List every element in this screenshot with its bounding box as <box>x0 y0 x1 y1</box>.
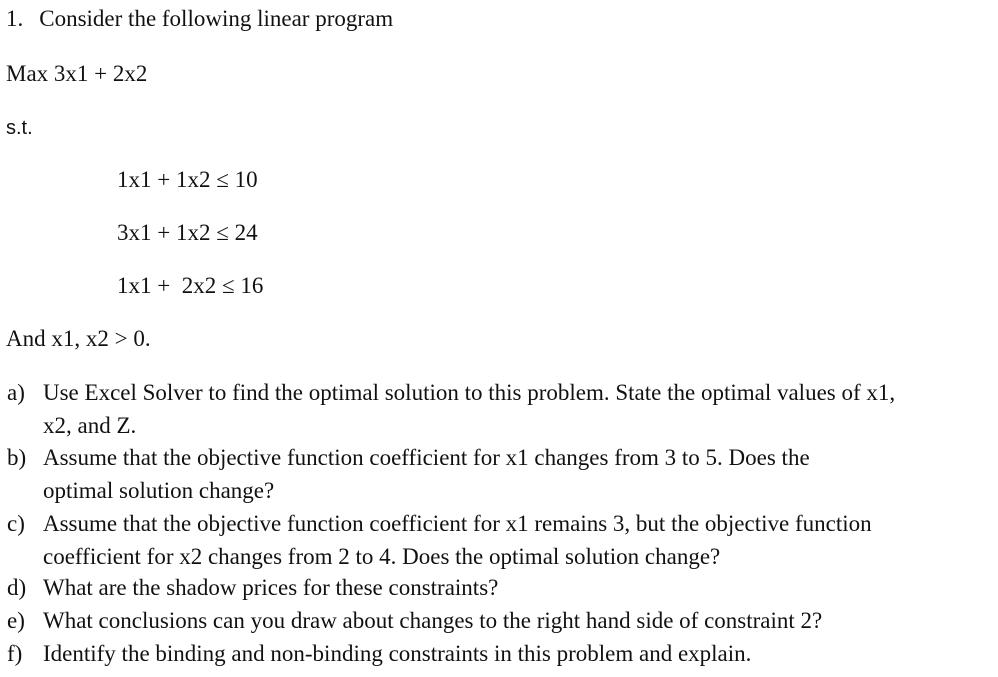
question-f <box>0 637 990 670</box>
subject-to-label: s.t. <box>6 117 33 139</box>
question-label: a) <box>7 380 25 405</box>
constraint-2: 3x1 + 1x2 ≤ 24 <box>117 220 258 245</box>
question-e <box>0 604 990 637</box>
question-d <box>0 571 990 604</box>
question-label: d) <box>7 575 27 600</box>
question-label: f) <box>7 641 23 666</box>
constraint-3: 1x1 + 2x2 ≤ 16 <box>117 273 264 298</box>
question-text: Use Excel Solver to find the optimal solution to this problem. State the optimal values of x1, x2, and Z. <box>43 380 896 438</box>
question-text: What conclusions can you draw about changes to the right hand side of constraint 2? <box>43 608 823 633</box>
question-c <box>0 507 990 573</box>
question-text: What are the shadow prices for these constraints? <box>43 575 499 600</box>
question-label: c) <box>7 511 25 536</box>
problem-header <box>6 5 393 33</box>
nonnegativity-condition: And x1, x2 > 0. <box>6 326 151 351</box>
constraint-1: 1x1 + 1x2 ≤ 10 <box>117 167 258 192</box>
question-label: b) <box>7 445 27 470</box>
question-a <box>0 376 990 442</box>
question-b <box>0 441 990 507</box>
question-text: Assume that the objective function coefficient for x1 remains 3, but the objective function coefficient for x2 changes from 2 to 4. Does the optimal solution change? <box>43 511 872 569</box>
question-label: e) <box>7 608 25 633</box>
problem-intro: Consider the following linear program <box>39 6 394 31</box>
question-text: Identify the binding and non-binding constraints in this problem and explain. <box>43 641 752 666</box>
problem-number: 1. <box>6 6 24 31</box>
objective-function: Max 3x1 + 2x2 <box>6 61 148 86</box>
question-text: Assume that the objective function coefficient for x1 changes from 3 to 5. Does the optimal solution change? <box>43 445 810 503</box>
